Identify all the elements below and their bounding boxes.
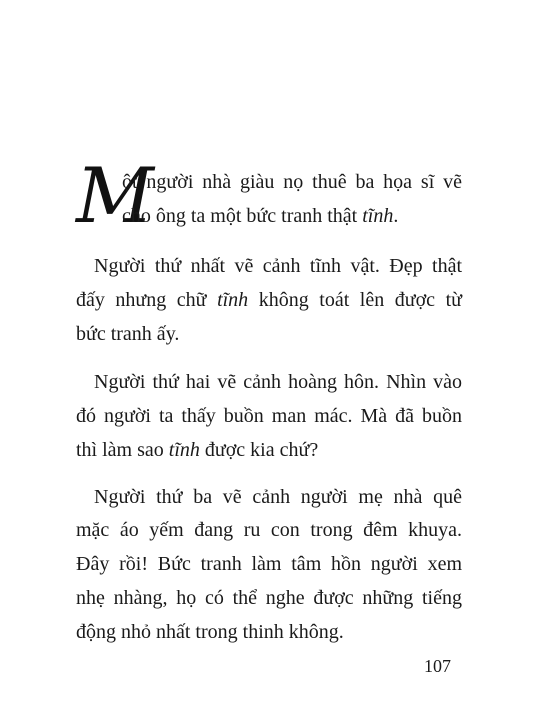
paragraph-1-line-2: cho ông ta một bức tranh thật tĩnh. (122, 205, 399, 227)
paragraph-2-line-2: đấy nhưng chữ tĩnh không toát lên được từ (76, 289, 462, 311)
page-number: 107 (424, 656, 451, 676)
paragraph-4-line-4: nhẹ nhàng, họ có thể nghe được những tiếng (76, 587, 462, 609)
paragraph-2-line-3: bức tranh ấy. (76, 323, 180, 345)
paragraph-3-line-2: đó người ta thấy buồn man mác. Mà đã buồn (76, 405, 462, 427)
paragraph-1-line-1: ột người nhà giàu nọ thuê ba họa sĩ vẽ (122, 171, 462, 193)
paragraph-4-line-3: Đây rồi! Bức tranh làm tâm hồn người xem (76, 553, 462, 575)
drop-cap: M (76, 151, 154, 240)
paragraph-3-line-3: thì làm sao tĩnh được kia chứ? (76, 439, 319, 461)
emphasis-word: tĩnh (362, 205, 394, 227)
emphasis-word: tĩnh (217, 289, 249, 311)
paragraph-4-line-5: động nhỏ nhất trong thinh không. (76, 621, 344, 643)
paragraph-2-line-1: Người thứ nhất vẽ cảnh tĩnh vật. Đẹp thật (94, 255, 462, 277)
paragraph-4-line-1: Người thứ ba vẽ cảnh người mẹ nhà quê (94, 486, 462, 508)
paragraph-4-line-2: mặc áo yếm đang ru con trong đêm khuya. (76, 519, 462, 541)
emphasis-word: tĩnh (168, 439, 200, 461)
paragraph-3-line-1: Người thứ hai vẽ cảnh hoàng hôn. Nhìn vào (94, 371, 462, 393)
